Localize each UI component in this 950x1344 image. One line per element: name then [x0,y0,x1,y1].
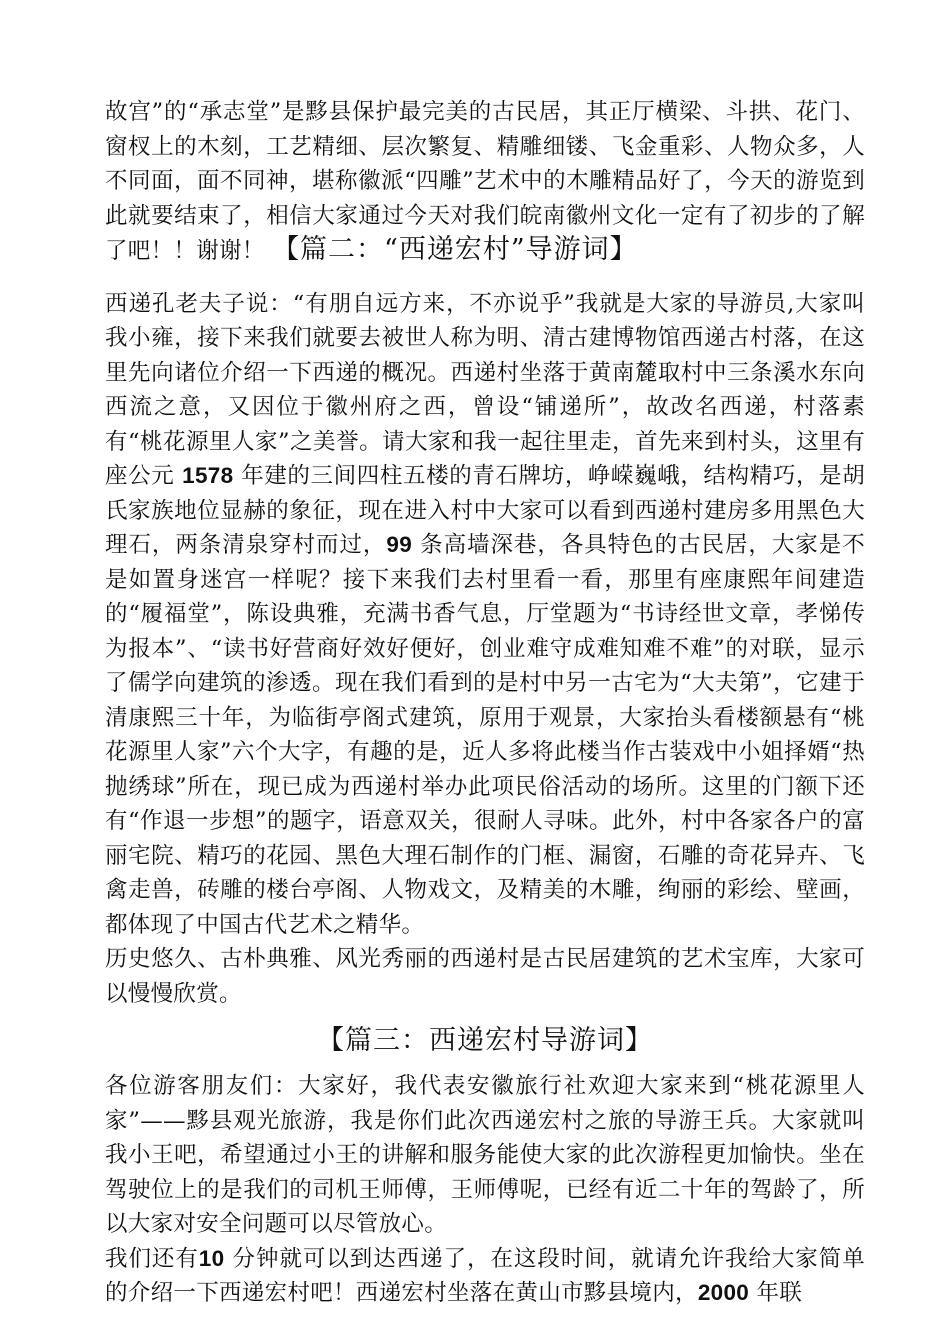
section3-p2-text-a: 我们还有 [105,1245,199,1272]
section3-heading: 【篇三：西递宏村导游词】 [317,1025,653,1056]
intro-paragraph [105,95,865,269]
document-page [105,95,865,1311]
section2-p1-text-b: 年建的三间四柱五楼的青石牌坊，峥嵘巍峨，结构精巧，是胡氏家族地位显赫的象征，现在进入村中大家可以看到西递村建房多用黑色大理石，两条清泉穿村而过， [105,463,866,558]
number-10: 10 [198,1245,225,1271]
section2-p1-text-c: 条高墙深巷，各具特色的古民居，大家是不是如置身迷宫一样呢？接下来我们去村里看一看，那里有座康熙年间建造的“履福堂”，陈设典雅，充满书香气息，厅堂题为“书诗经世文章，孝悌传为报本”、“读书好营商好效好便好，创业难守成难知难不难”的对联，显示了儒学向建筑的渗透。现在我们看到的是村中另一古宅为“大夫第”，它建于清康熙三十年，为临街亭阁式建筑，原用于观景，大家抬头看楼额悬有“桃花源里人家”六个大字，有趣的是，近人多将此楼当作古装戏中小姐择婿“热抛绣球”所在，现已成为西递村举办此项民俗活动的场所。这里的门额下还有“作退一步想”的题字，语意双关，很耐人寻味。此外，村中各家各户的富丽宅院、精巧的花园、黑色大理石制作的门框、漏窗，石雕的奇花异卉、飞禽走兽，砖雕的楼台亭阁、人物戏文，及精美的木雕，绚丽的彩绘、壁画，都体现了中国古代艺术之精华。 [105,532,866,938]
section3-paragraph-2 [105,1242,865,1311]
section3-p2-text-b: 分钟就可以到达西递了，在这段时间，就请允许我给大家简单的介绍一下西递宏村吧！西递宏村坐落在黄山市黟县境内， [105,1245,866,1306]
section2-p1-text-a: 西递孔老夫子说：“有朋自远方来，不亦说乎”我就是大家的导游员,大家叫我小雍，接下来我们就要去被世人称为明、清古建博物馆西递古村落，在这里先向诸位介绍一下西递的概况。西递村坐落于黄南麓取村中三条溪水东向西流之意，又因位于徽州府之西，曾设“铺递所”，故改名西递，村落素有“桃花源里人家”之美誉。请大家和我一起往里走，首先来到村头，这里有座公元 [105,290,865,489]
intro-text: 故宫”的“承志堂”是黟县保护最完美的古民居，其正厅横梁、斗拱、花门、窗杈上的木刻，工艺精细、层次繁复、精雕细镂、飞金重彩、人物众多，人不同面，面不同神，堪称徽派“四雕”艺术中的木雕精品好了，今天的游览到此就要结束了，相信大家通过今天对我们皖南徽州文化一定有了初步的了解了吧！！谢谢！ [105,99,865,264]
year-1578: 1578 [182,463,234,488]
section3-paragraph-1: 各位游客朋友们：大家好，我代表安徽旅行社欢迎大家来到“桃花源里人家”——黟县观光旅游，我是你们此次西递宏村之旅的导游王兵。大家就叫我小王吧，希望通过小王的讲解和服务能使大家的此次游程更加愉快。坐在驾驶位上的是我们的司机王师傅，王师傅呢，已经有近二十年的驾龄了，所以大家对安全问题可以尽管放心。 [105,1073,865,1237]
year-2000: 2000 [697,1280,750,1305]
section2-paragraph-2: 历史悠久、古朴典雅、风光秀丽的西递村是古民居建筑的艺术宝库，大家可以慢慢欣赏。 [105,946,865,1007]
section2-paragraph-1 [105,287,865,943]
section2-heading: 【篇二：“西递宏村”导游词】 [272,234,638,265]
number-99: 99 [386,532,413,557]
section3-p2-text-c: 年联 [756,1280,803,1306]
